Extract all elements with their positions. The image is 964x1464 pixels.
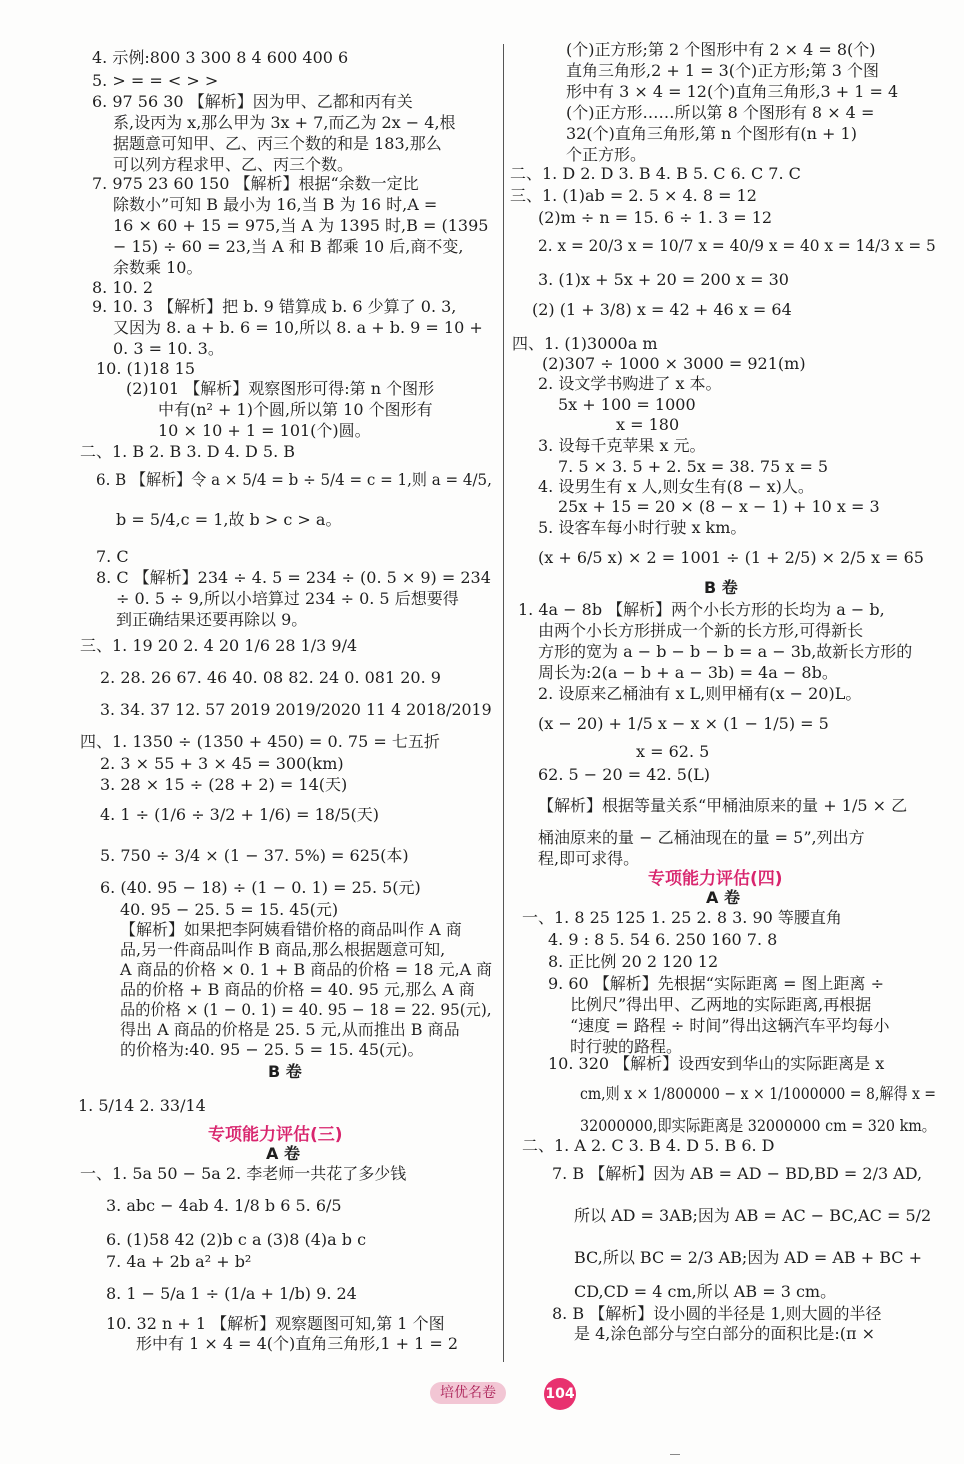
answer-line: 6. B 【解析】令 a × 5/4 = b ÷ 5/4 = c = 1,则 a = 4/5, bbox=[96, 470, 492, 489]
answer-line: 2. 28. 26 67. 46 40. 08 82. 24 0. 081 20. 9 bbox=[100, 668, 441, 687]
section-answer-line: 一、1. 5a 50 − 5a 2. 李老师一共花了多少钱 bbox=[80, 1164, 407, 1183]
answer-line: 10. 32 n + 1 【解析】观察题图可知,第 1 个图 bbox=[106, 1314, 445, 1333]
section-heading: 专项能力评估(三) bbox=[208, 1125, 343, 1145]
bottom-edge-mark bbox=[670, 1454, 680, 1455]
answer-line: 7. 5 × 3. 5 + 2. 5x = 38. 75 x = 5 bbox=[558, 457, 829, 476]
page-number: 104 bbox=[544, 1378, 576, 1410]
answer-line: 品的价格 × (1 − 0. 1) = 40. 95 − 18 = 22. 95(元), bbox=[120, 1000, 492, 1019]
section-heading: 专项能力评估(四) bbox=[648, 869, 783, 889]
column-divider bbox=[503, 44, 504, 1362]
answer-line: (2) (1 + 3/8) x = 42 + 46 x = 64 bbox=[532, 300, 792, 319]
answer-line: 2. 设原来乙桶油有 x L,则甲桶有(x − 20)L。 bbox=[538, 684, 862, 703]
answer-line: 据题意可知甲、乙、丙三个数的和是 183,那么 bbox=[113, 134, 442, 153]
answer-line: 直角三角形,2 + 1 = 3(个)正方形;第 3 个图 bbox=[566, 61, 880, 80]
answer-line: 形中有 3 × 4 = 12(个)直角三角形,3 + 1 = 4 bbox=[566, 82, 899, 101]
answer-line: 周长为:2(a − b + a − 3b) = 4a − 8b。 bbox=[538, 663, 838, 682]
answer-line: 可以列方程求甲、乙、丙三个数。 bbox=[113, 155, 354, 174]
answer-line: 余数乘 10。 bbox=[113, 258, 203, 277]
answer-line: 10. (1)18 15 bbox=[96, 359, 195, 378]
answer-line: 又因为 8. a + b. 6 = 10,所以 8. a + b. 9 = 10 + bbox=[113, 318, 483, 337]
answer-line: 32000000,即实际距离是 32000000 cm = 320 km。 bbox=[580, 1116, 937, 1135]
answer-line: A 商品的价格 × 0. 1 + B 商品的价格 = 18 元,A 商 bbox=[120, 960, 493, 979]
answer-line: − 15) ÷ 60 = 23,当 A 和 B 都乘 10 后,商不变, bbox=[113, 237, 464, 256]
answer-line: 的价格为:40. 95 − 25. 5 = 15. 45(元)。 bbox=[120, 1040, 424, 1059]
answer-line: 方形的宽为 a − b − b − b = a − 3b,故新长方形的 bbox=[538, 642, 913, 661]
answer-line: 3. (1)x + 5x + 20 = 200 x = 30 bbox=[538, 270, 789, 289]
answer-line: 1. 4a − 8b 【解析】两个小长方形的长均为 a − b, bbox=[518, 600, 885, 619]
answer-line: 到正确结果还要再除以 9。 bbox=[116, 610, 308, 629]
answer-line: (2)m ÷ n = 15. 6 ÷ 1. 3 = 12 bbox=[538, 208, 773, 227]
answer-line: 40. 95 − 25. 5 = 15. 45(元) bbox=[120, 900, 339, 919]
answer-line: x = 180 bbox=[616, 415, 680, 434]
answer-line: 所以 AD = 3AB;因为 AB = AC − BC,AC = 5/2 bbox=[574, 1206, 932, 1225]
answer-line: 5. 750 ÷ 3/4 × (1 − 37. 5%) = 625(本) bbox=[100, 846, 409, 865]
answer-line: 9. 10. 3 【解析】把 b. 9 错算成 b. 6 少算了 0. 3, bbox=[92, 297, 457, 316]
answer-line: 品,另一件商品叫作 B 商品,那么根据题意可知, bbox=[120, 940, 446, 959]
section-answer-line: 三、1. (1)ab = 2. 5 × 4. 8 = 12 bbox=[510, 186, 757, 205]
answer-line: 程,即可求得。 bbox=[538, 849, 640, 868]
answer-line: 62. 5 − 20 = 42. 5(L) bbox=[538, 765, 711, 784]
answer-line: 6. 97 56 30 【解析】因为甲、乙都和丙有关 bbox=[92, 92, 413, 111]
page-footer bbox=[420, 1378, 580, 1408]
answer-line: 4. 设男生有 x 人,则女生有(8 − x)人。 bbox=[538, 477, 814, 496]
section-answer-line: 二、1. D 2. D 3. B 4. B 5. C 6. C 7. C bbox=[510, 164, 801, 183]
answer-line: 形中有 1 × 4 = 4(个)直角三角形,1 + 1 = 2 bbox=[136, 1334, 459, 1353]
answer-line: 8. B 【解析】设小圆的半径是 1,则大圆的半径 bbox=[552, 1304, 882, 1323]
volume-heading: A 卷 bbox=[706, 888, 740, 907]
answer-line: 5. > = = < > > bbox=[92, 71, 219, 90]
answer-line: 品的价格 + B 商品的价格 = 40. 95 元,那么 A 商 bbox=[120, 980, 475, 999]
answer-line: (个)正方形……所以第 8 个图形有 8 × 4 = bbox=[566, 103, 875, 122]
answer-line: 系,设丙为 x,那么甲为 3x + 7,而乙为 2x − 4,根 bbox=[113, 113, 456, 132]
answer-line: 5x + 100 = 1000 bbox=[558, 395, 696, 414]
answer-line: 7. B 【解析】因为 AB = AD − BD,BD = 2/3 AD, bbox=[552, 1164, 923, 1183]
section-answer-line: 四、1. 1350 ÷ (1350 + 450) = 0. 75 = 七五折 bbox=[80, 732, 440, 751]
answer-line: 3. 28 × 15 ÷ (28 + 2) = 14(天) bbox=[100, 775, 348, 794]
answer-line: 8. 1 − 5/a 1 ÷ (1/a + 1/b) 9. 24 bbox=[106, 1284, 357, 1303]
answer-line: (x + 6/5 x) × 2 = 1001 ÷ (1 + 2/5) × 2/5 x = 65 bbox=[538, 548, 924, 567]
answer-line: 比例尺”得出甲、乙两地的实际距离,再根据 bbox=[570, 995, 872, 1014]
section-answer-line: 二、1. A 2. C 3. B 4. D 5. B 6. D bbox=[522, 1136, 775, 1155]
answer-line: 时行驶的路程。 bbox=[570, 1037, 683, 1056]
answer-line: 0. 3 = 10. 3。 bbox=[113, 339, 224, 358]
answer-line: 4. 9 : 8 5. 54 6. 250 160 7. 8 bbox=[548, 930, 778, 949]
answer-line: x = 62. 5 bbox=[636, 742, 710, 761]
answer-line: 【解析】如果把李阿姨看错价格的商品叫作 A 商 bbox=[120, 920, 462, 939]
answer-line: b = 5/4,c = 1,故 b > c > a。 bbox=[116, 510, 342, 529]
volume-heading: B 卷 bbox=[268, 1062, 302, 1081]
answer-line: 25x + 15 = 20 × (8 − x − 1) + 10 x = 3 bbox=[558, 497, 880, 516]
answer-line: (2)101 【解析】观察图形可得:第 n 个图形 bbox=[126, 379, 435, 398]
answer-line: 10. 320 【解析】设西安到华山的实际距离是 x bbox=[548, 1054, 885, 1073]
answer-line: 32(个)直角三角形,第 n 个图形有(n + 1) bbox=[566, 124, 857, 143]
answer-line: 7. 4a + 2b a² + b² bbox=[106, 1252, 252, 1271]
answer-line: 由两个小长方形拼成一个新的长方形,可得新长 bbox=[538, 621, 864, 640]
answer-line: 除数小”可知 B 最小为 16,当 B 为 16 时,A = bbox=[113, 195, 438, 214]
answer-line: 【解析】根据等量关系“甲桶油原来的量 + 1/5 × 乙 bbox=[538, 796, 908, 815]
answer-line: CD,CD = 4 cm,所以 AB = 3 cm。 bbox=[574, 1282, 837, 1301]
answer-line: (个)正方形;第 2 个图形中有 2 × 4 = 8(个) bbox=[566, 40, 876, 59]
answer-line: (x − 20) + 1/5 x − x × (1 − 1/5) = 5 bbox=[538, 714, 829, 733]
volume-heading: B 卷 bbox=[704, 578, 738, 597]
section-answer-line: 四、1. (1)3000a m bbox=[512, 334, 658, 353]
answer-line: 4. 示例:800 3 300 8 4 600 400 6 bbox=[92, 48, 349, 67]
answer-line: 6. (1)58 42 (2)b c a (3)8 (4)a b c bbox=[106, 1230, 367, 1249]
answer-line: 2. 设文学书购进了 x 本。 bbox=[538, 374, 722, 393]
answer-line: 16 × 60 + 15 = 975,当 A 为 1395 时,B = (1395 bbox=[113, 216, 489, 235]
answer-line: 个正方形。 bbox=[566, 145, 647, 164]
answer-line: 3. abc − 4ab 4. 1/8 b 6 5. 6/5 bbox=[106, 1196, 342, 1215]
answer-line: ÷ 0. 5 ÷ 9,所以小培算过 234 ÷ 0. 5 后想要得 bbox=[116, 589, 459, 608]
section-answer-line: 三、1. 19 20 2. 4 20 1/6 28 1/3 9/4 bbox=[80, 636, 358, 655]
answer-line: 2. 3 × 55 + 3 × 45 = 300(km) bbox=[100, 754, 344, 773]
answer-line: 3. 34. 37 12. 57 2019 2019/2020 11 4 2018/2019 bbox=[100, 700, 492, 719]
answer-line: 9. 60 【解析】先根据“实际距离 = 图上距离 ÷ bbox=[548, 974, 885, 993]
answer-line: 中有(n² + 1)个圆,所以第 10 个图形有 bbox=[158, 400, 433, 419]
answer-line: 是 4,涂色部分与空白部分的面积比是:(π × bbox=[574, 1324, 875, 1343]
answer-line: 8. 10. 2 bbox=[92, 278, 154, 297]
answer-line: 桶油原来的量 − 乙桶油现在的量 = 5”,列出方 bbox=[538, 828, 865, 847]
answer-line: 3. 设每千克苹果 x 元。 bbox=[538, 436, 706, 455]
answer-line: 6. (40. 95 − 18) ÷ (1 − 0. 1) = 25. 5(元) bbox=[100, 878, 421, 897]
section-answer-line: 一、1. 8 25 125 1. 25 2. 8 3. 90 等腰直角 bbox=[522, 908, 842, 927]
answer-line: (2)307 ÷ 1000 × 3000 = 921(m) bbox=[542, 354, 806, 373]
answer-line: “速度 = 路程 ÷ 时间”得出这辆汽车平均每小 bbox=[570, 1016, 890, 1035]
answer-line: 1. 5/14 2. 33/14 bbox=[78, 1096, 206, 1115]
answer-line: 5. 设客车每小时行驶 x km。 bbox=[538, 518, 747, 537]
answer-line: 得出 A 商品的价格是 25. 5 元,从而推出 B 商品 bbox=[120, 1020, 460, 1039]
answer-line: 7. C bbox=[96, 547, 129, 566]
answer-line: 7. 975 23 60 150 【解析】根据“余数一定比 bbox=[92, 174, 419, 193]
answer-line: BC,所以 BC = 2/3 AB;因为 AD = AB + BC + bbox=[574, 1248, 923, 1267]
answer-line: cm,则 x × 1/800000 − x × 1/1000000 = 8,解得 x = bbox=[580, 1084, 937, 1103]
volume-heading: A 卷 bbox=[266, 1144, 300, 1163]
series-brand: 培优名卷 bbox=[430, 1382, 506, 1404]
answer-line: 2. x = 20/3 x = 10/7 x = 40/9 x = 40 x = 14/3 x = 5 bbox=[538, 236, 936, 255]
answer-line: 4. 1 ÷ (1/6 ÷ 3/2 + 1/6) = 18/5(天) bbox=[100, 805, 379, 824]
answer-line: 8. 正比例 20 2 120 12 bbox=[548, 952, 719, 971]
answer-line: 10 × 10 + 1 = 101(个)圆。 bbox=[158, 421, 371, 440]
section-answer-line: 二、1. B 2. B 3. D 4. D 5. B bbox=[80, 442, 296, 461]
answer-line: 8. C 【解析】234 ÷ 4. 5 = 234 ÷ (0. 5 × 9) = 234 bbox=[96, 568, 491, 587]
